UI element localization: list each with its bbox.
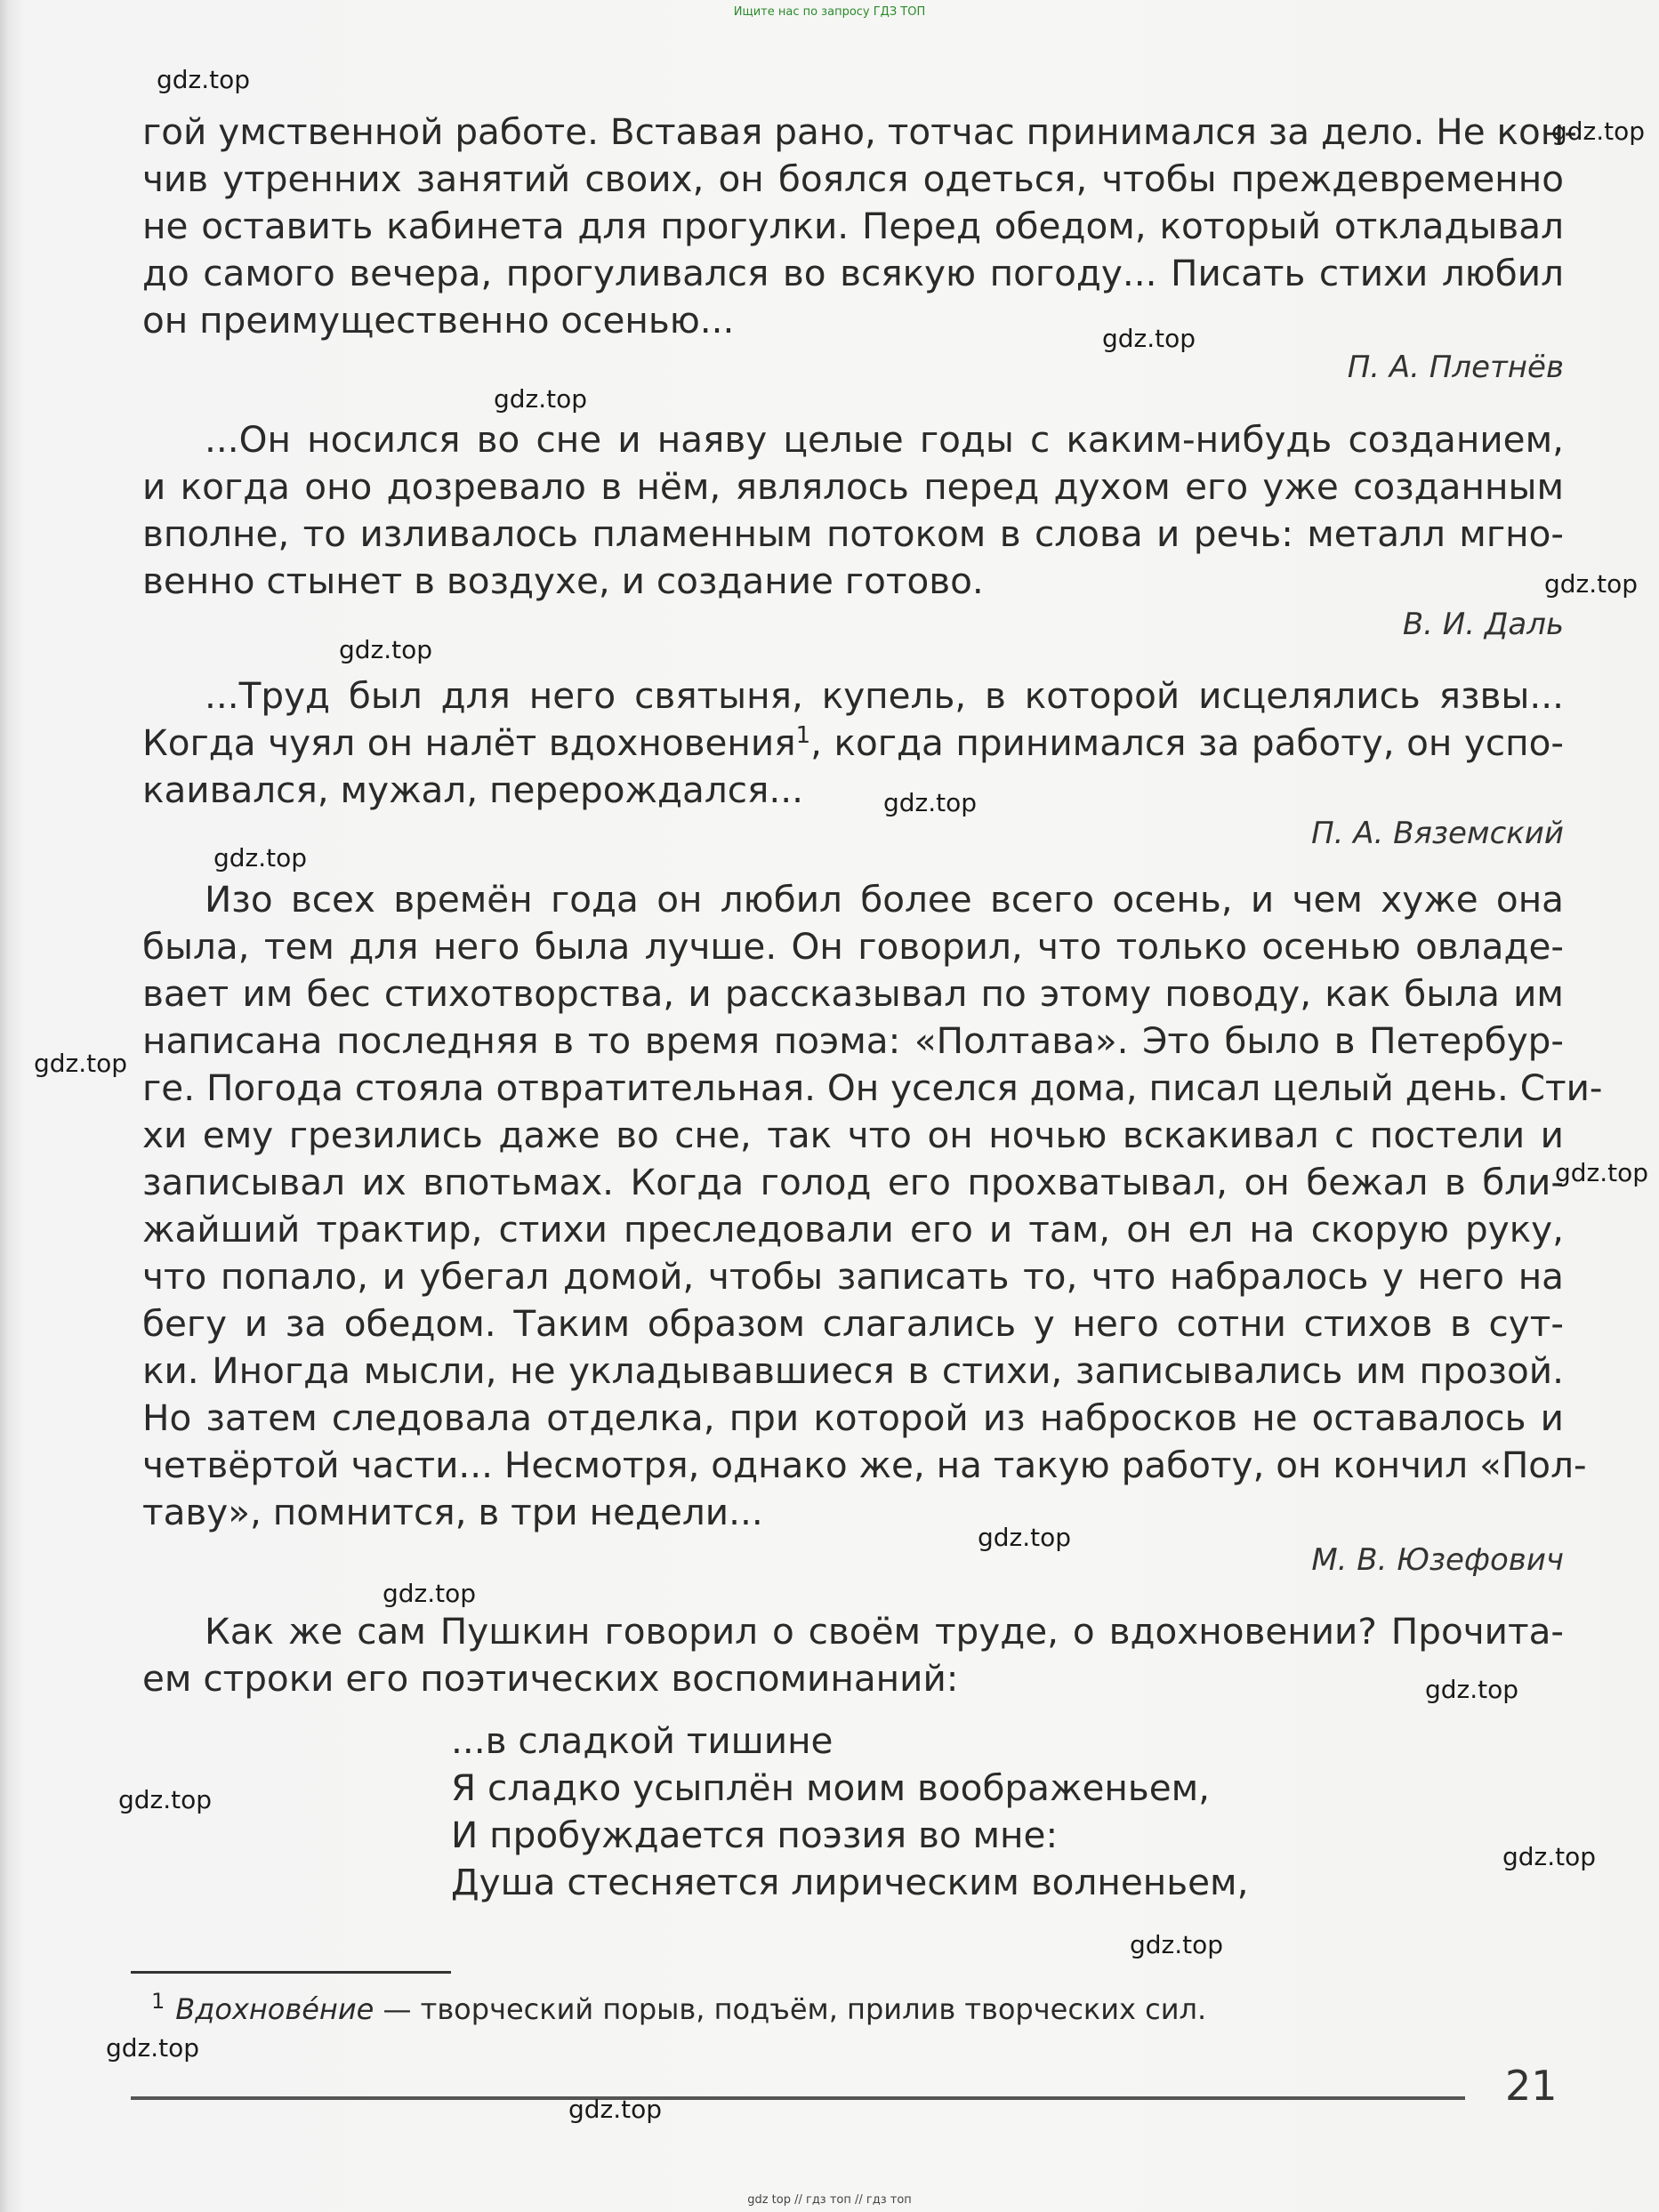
verse-line: Я сладко усыплён моим воображеньем, bbox=[451, 1766, 1211, 1809]
text-fragment: Когда чуял он налёт вдохновения bbox=[142, 721, 796, 764]
quote-author: М. В. Юзефович bbox=[1311, 1542, 1564, 1578]
verse-line: И пробуждается поэзия во мне: bbox=[451, 1814, 1059, 1856]
quote-author: П. А. Плетнёв bbox=[1347, 350, 1564, 385]
watermark: gdz.top bbox=[1555, 1158, 1649, 1187]
watermark: gdz.top bbox=[106, 2033, 200, 2063]
quote-author: В. И. Даль bbox=[1402, 607, 1564, 642]
watermark: gdz.top bbox=[1130, 1930, 1224, 1959]
page-number: 21 bbox=[1505, 2062, 1558, 2110]
text-line: четвёртой части... Несмотря, однако же, на такую работу, он кончил «Пол- bbox=[142, 1444, 1587, 1486]
footnote-divider bbox=[131, 1971, 451, 1974]
header-watermark: Ищите нас по запросу ГДЗ ТОП bbox=[733, 5, 926, 19]
text-line: вполне, то изливалось пламенным потоком в слова и речь: металл мгно- bbox=[142, 512, 1564, 555]
watermark: gdz.top bbox=[383, 1579, 477, 1608]
text-line: ем строки его поэтических воспоминаний: bbox=[142, 1657, 959, 1700]
footnote-definition: — творческий порыв, подъём, прилив творческих сил. bbox=[374, 1992, 1207, 2026]
footer-watermark: gdz top // гдз топ // гдз топ bbox=[747, 2193, 912, 2207]
text-line: жайший трактир, стихи преследовали его и там, он ел на скорую руку, bbox=[142, 1208, 1564, 1251]
text-line: он преимущественно осенью... bbox=[142, 299, 735, 342]
text-line: написана последняя в то время поэма: «Полтава». Это было в Петербур- bbox=[142, 1019, 1564, 1062]
text-line: Но затем следовала отделка, при которой из набросков не оставалось и bbox=[142, 1396, 1564, 1439]
text-line: Как же сам Пушкин говорил о своём труде, о вдохновении? Прочита- bbox=[205, 1610, 1564, 1653]
watermark: gdz.top bbox=[118, 1785, 213, 1814]
page-bottom-rule bbox=[131, 2096, 1465, 2100]
watermark: gdz.top bbox=[213, 843, 308, 873]
footnote-reference: 1 bbox=[795, 722, 811, 749]
watermark: gdz.top bbox=[494, 384, 588, 414]
text-line bbox=[142, 720, 1564, 770]
watermark: gdz.top bbox=[157, 65, 251, 94]
watermark: gdz.top bbox=[1502, 1842, 1597, 1871]
text-line: венно стынет в воздухе, и создание готово. bbox=[142, 559, 984, 602]
watermark: gdz.top bbox=[339, 635, 433, 664]
watermark: gdz.top bbox=[1102, 324, 1196, 353]
watermark: gdz.top bbox=[883, 788, 978, 817]
text-line: ки. Иногда мысли, не укладывавшиеся в стихи, записывались им прозой. bbox=[142, 1349, 1564, 1392]
text-line: ге. Погода стояла отвратительная. Он уселся дома, писал целый день. Сти- bbox=[142, 1066, 1603, 1109]
text-line: была, тем для него была лучше. Он говорил, что только осенью овладе- bbox=[142, 925, 1564, 968]
text-line: бегу и за обедом. Таким образом слагались у него сотни стихов в сут- bbox=[142, 1302, 1564, 1345]
text-line: чив утренних занятий своих, он боялся одеться, чтобы преждевременно bbox=[142, 157, 1564, 200]
watermark: gdz.top bbox=[568, 2095, 663, 2124]
text-line: ...Труд был для него святыня, купель, в которой исцелялись язвы... bbox=[205, 674, 1564, 717]
quote-author: П. А. Вяземский bbox=[1311, 816, 1564, 851]
text-line: каивался, мужал, перерождался... bbox=[142, 768, 803, 811]
text-fragment: , когда принимался за работу, он успо- bbox=[810, 721, 1564, 764]
text-line: гой умственной работе. Вставая рано, тотчас принимался за дело. Не кон- bbox=[142, 110, 1577, 153]
text-line: что попало, и убегал домой, чтобы записать то, что набралось у него на bbox=[142, 1255, 1564, 1298]
text-line: записывал их впотьмах. Когда голод его прохватывал, он бежал в бли- bbox=[142, 1161, 1564, 1203]
text-line: хи ему грезились даже во сне, так что он ночью вскакивал с постели и bbox=[142, 1114, 1564, 1156]
text-line: до самого вечера, прогуливался во всякую погоду... Писать стихи любил bbox=[142, 252, 1564, 294]
verse-line: Душа стесняется лирическим волненьем, bbox=[451, 1861, 1249, 1903]
text-line: ...Он носился во сне и наяву целые годы с каким-нибудь созданием, bbox=[205, 418, 1564, 461]
footnote-mark: 1 bbox=[151, 1989, 165, 2014]
text-line: не оставить кабинета для прогулки. Перед обедом, который откладывал bbox=[142, 205, 1564, 247]
footnote-term: Вдохнове́ние bbox=[175, 1992, 374, 2026]
watermark: gdz.top bbox=[1544, 569, 1639, 599]
footnote bbox=[151, 1990, 1206, 2031]
text-line: и когда оно дозревало в нём, являлось перед духом его уже созданным bbox=[142, 465, 1564, 508]
text-line: Изо всех времён года он любил более всего осень, и чем хуже она bbox=[205, 878, 1564, 921]
verse-line: ...в сладкой тишине bbox=[451, 1719, 834, 1762]
watermark: gdz.top bbox=[1551, 117, 1646, 146]
watermark: gdz.top bbox=[978, 1523, 1072, 1552]
watermark: gdz.top bbox=[34, 1049, 128, 1078]
text-line: таву», помнится, в три недели... bbox=[142, 1491, 763, 1533]
watermark: gdz.top bbox=[1425, 1675, 1519, 1704]
text-line: вает им бес стихотворства, и рассказывал по этому поводу, как была им bbox=[142, 972, 1564, 1015]
